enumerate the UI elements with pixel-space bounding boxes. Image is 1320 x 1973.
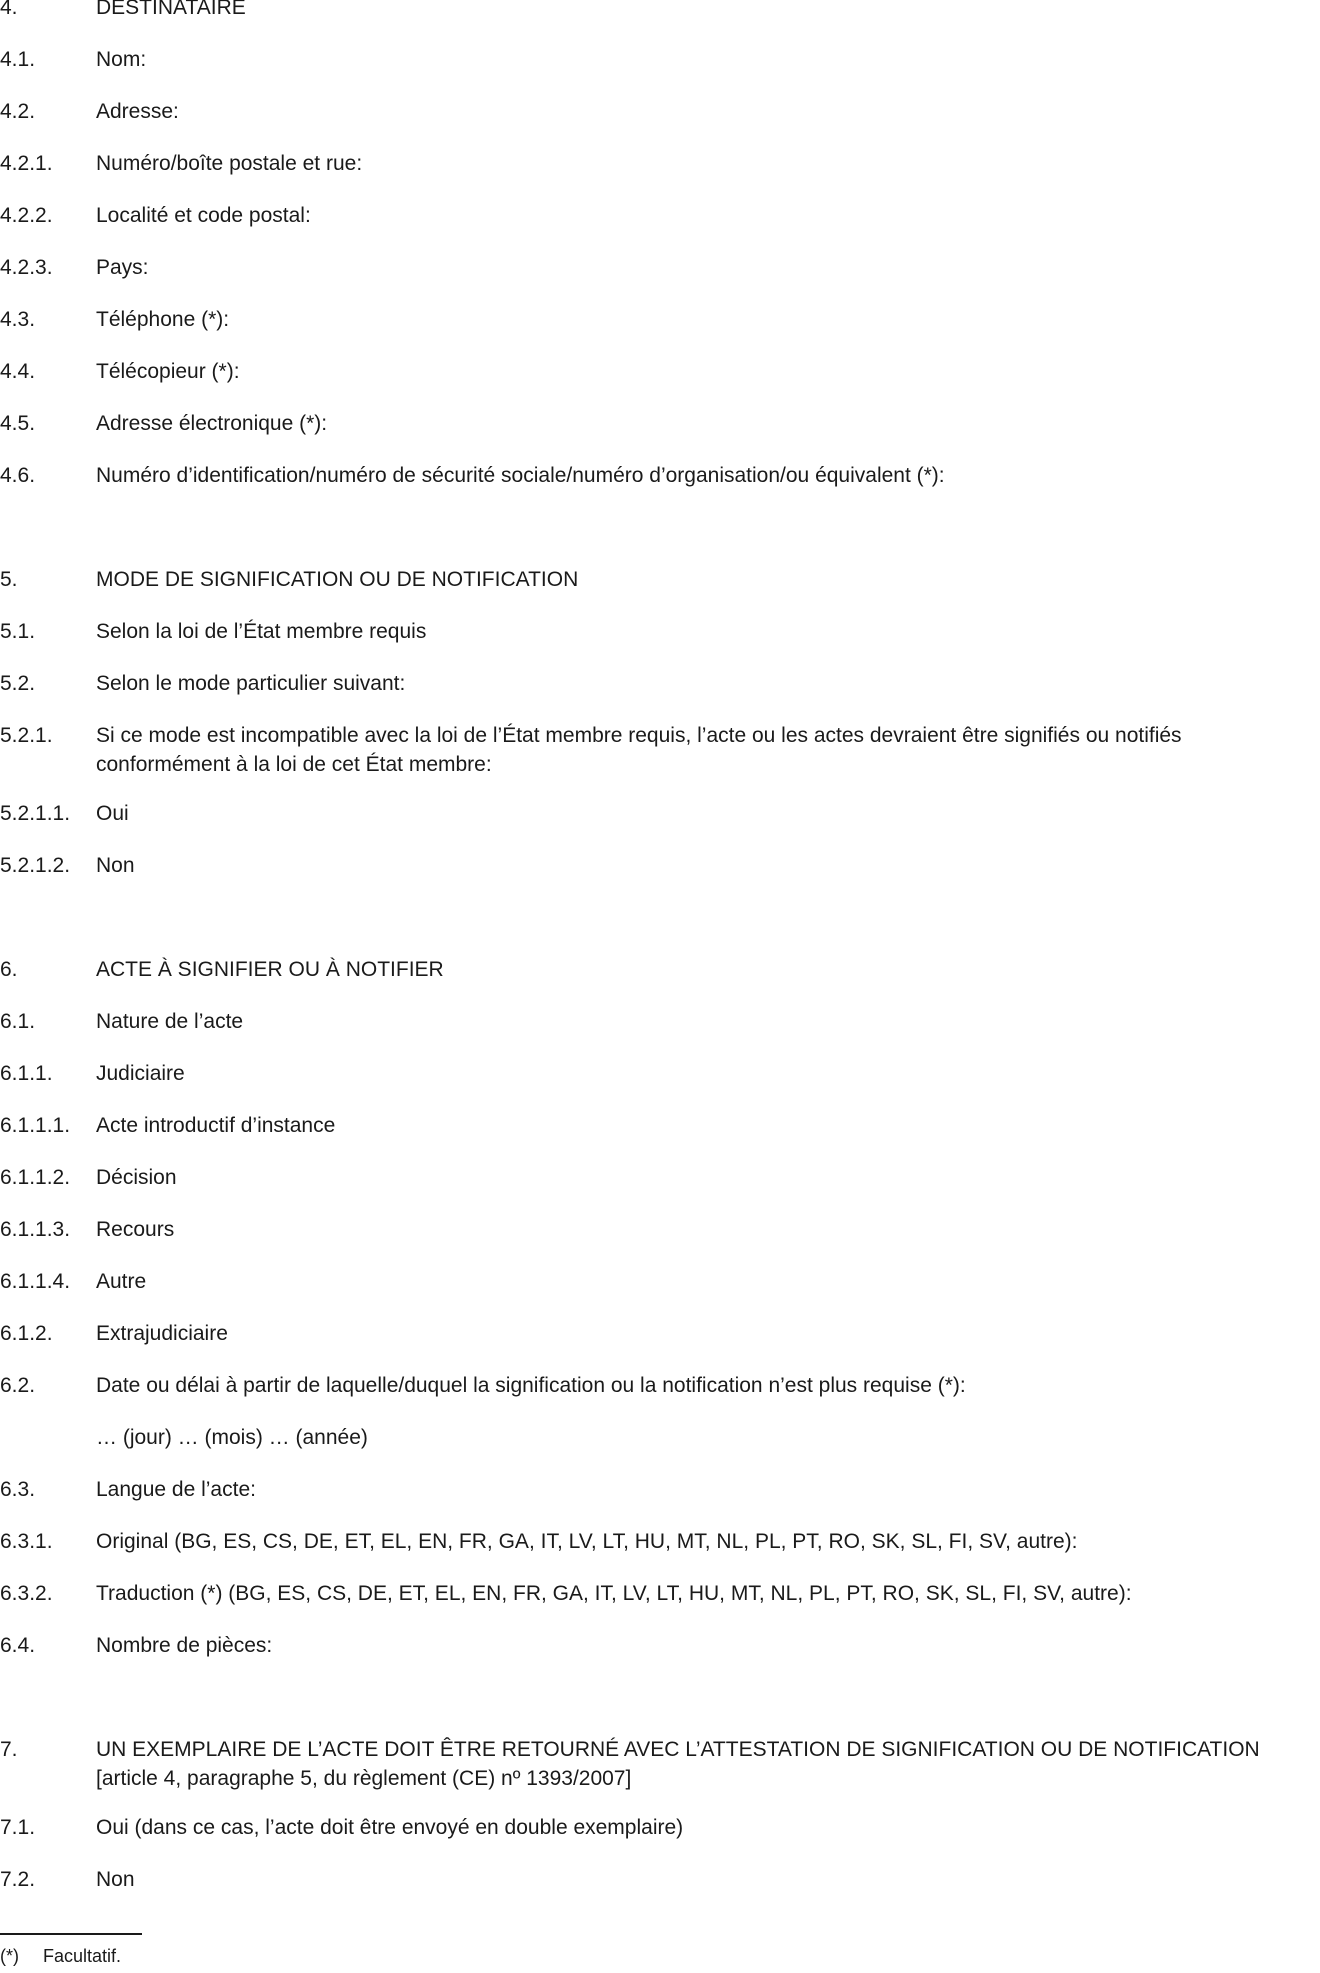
section-number: 5.1.: [0, 620, 36, 643]
section-number: 5.: [0, 568, 18, 591]
section-line: [0, 1475, 1320, 1504]
section-text: Numéro d’identification/numéro de sécurité sociale/numéro d’organisation/ou équivalent (*):: [96, 464, 945, 487]
section-number: 4.2.1.: [0, 152, 53, 175]
section-number: 6.2.: [0, 1374, 36, 1397]
section-line: [0, 1319, 1320, 1348]
section-text: Pays:: [96, 256, 149, 279]
section-line: [0, 955, 1320, 984]
section-line: [0, 1631, 1320, 1660]
section-text: Autre: [96, 1270, 147, 1293]
section-text: Téléphone (*):: [96, 308, 230, 331]
section-number: 4.2.: [0, 100, 36, 123]
section-line: [0, 1215, 1320, 1244]
section-text: Non: [96, 1868, 135, 1891]
section-number: 6.3.2.: [0, 1582, 53, 1605]
section-number: 5.2.1.: [0, 724, 53, 747]
section-number: 4.1.: [0, 48, 36, 71]
section-text: Recours: [96, 1218, 175, 1241]
section-number: 6.3.1.: [0, 1530, 53, 1553]
section-line: [0, 1423, 1320, 1452]
section-line: [0, 1267, 1320, 1296]
section-text: Selon la loi de l’État membre requis: [96, 620, 427, 643]
section-number: 6.1.1.1.: [0, 1114, 71, 1137]
section-number: 5.2.: [0, 672, 36, 695]
section-number: 5.2.1.2.: [0, 854, 71, 877]
section-number: 7.2.: [0, 1868, 36, 1891]
section-number: 4.: [0, 0, 18, 19]
section-text: Date ou délai à partir de laquelle/duquel la signification ou la notification n’est plus requise (*):: [96, 1374, 966, 1397]
section-text: Nom:: [96, 48, 147, 71]
section-text: Oui: [96, 802, 129, 825]
section-line: [0, 1007, 1320, 1036]
section-number: 6.1.1.: [0, 1062, 53, 1085]
section-line: [0, 461, 1320, 490]
section-number: 4.4.: [0, 360, 36, 383]
section-line: [0, 851, 1320, 880]
section-line: [0, 45, 1320, 74]
section-line: [0, 1111, 1320, 1140]
section-text: Adresse:: [96, 100, 179, 123]
section-line: [0, 1059, 1320, 1088]
section-number: 4.2.2.: [0, 204, 53, 227]
section-text: Si ce mode est incompatible avec la loi de l’État membre requis, l’acte ou les actes devraient être signifiés ou notifiés conformément à la loi de cet État membre:: [96, 724, 1182, 776]
section-line: [0, 97, 1320, 126]
section-line: [0, 1865, 1320, 1894]
section-line: [0, 799, 1320, 828]
section-text: ACTE À SIGNIFIER OU À NOTIFIER: [96, 958, 444, 981]
section-line: [0, 0, 1320, 22]
section-line: [0, 305, 1320, 334]
section-text: Décision: [96, 1166, 177, 1189]
section-text: Original (BG, ES, CS, DE, ET, EL, EN, FR, GA, IT, LV, LT, HU, MT, NL, PL, PT, RO, SK, SL, FI, SV, autre):: [96, 1530, 1078, 1553]
section-number: 4.5.: [0, 412, 36, 435]
section-line: [0, 1163, 1320, 1192]
footnote-divider: [0, 1933, 142, 1935]
section-text: DESTINATAIRE: [96, 0, 246, 19]
section-number: 6.: [0, 958, 18, 981]
section-line: [0, 669, 1320, 698]
section-text: Adresse électronique (*):: [96, 412, 328, 435]
section-line: [0, 253, 1320, 282]
section-text: UN EXEMPLAIRE DE L’ACTE DOIT ÊTRE RETOURNÉ AVEC L’ATTESTATION DE SIGNIFICATION OU DE NOTIFICATION [article 4, paragraphe 5, du règlement (CE) nº 1393/2007]: [96, 1738, 1260, 1790]
section-line: [0, 1371, 1320, 1400]
section-line: [0, 357, 1320, 386]
section-text: Selon le mode particulier suivant:: [96, 672, 406, 695]
section-number: 7.1.: [0, 1816, 36, 1839]
section-text: Acte introductif d’instance: [96, 1114, 336, 1137]
footnote-text: Facultatif.: [43, 1946, 122, 1966]
section-number: 6.4.: [0, 1634, 36, 1657]
section-text: Nombre de pièces:: [96, 1634, 273, 1657]
section-line: [0, 1735, 1320, 1793]
section-text: … (jour) … (mois) … (année): [96, 1426, 368, 1449]
section-text: Extrajudiciaire: [96, 1322, 228, 1345]
section-text: MODE DE SIGNIFICATION OU DE NOTIFICATION: [96, 568, 579, 591]
section-text: Non: [96, 854, 135, 877]
section-line: [0, 409, 1320, 438]
section-number: 4.3.: [0, 308, 36, 331]
section-text: Numéro/boîte postale et rue:: [96, 152, 363, 175]
section-number: 6.1.1.2.: [0, 1166, 71, 1189]
section-number: 4.2.3.: [0, 256, 53, 279]
section-text: Télécopieur (*):: [96, 360, 240, 383]
section-text: Langue de l’acte:: [96, 1478, 256, 1501]
section-number: 7.: [0, 1738, 18, 1761]
section-line: [0, 1579, 1320, 1608]
footnote: [0, 1944, 121, 1968]
section-line: [0, 617, 1320, 646]
section-number: 6.1.1.4.: [0, 1270, 71, 1293]
section-line: [0, 1527, 1320, 1556]
section-text: Nature de l’acte: [96, 1010, 244, 1033]
section-line: [0, 565, 1320, 594]
section-number: 6.1.2.: [0, 1322, 53, 1345]
section-line: [0, 1813, 1320, 1842]
section-line: [0, 149, 1320, 178]
section-number: [0, 1423, 96, 1452]
section-number: 6.1.: [0, 1010, 36, 1033]
footnote-mark: (*): [0, 1946, 19, 1966]
section-number: 4.6.: [0, 464, 36, 487]
section-number: 6.1.1.3.: [0, 1218, 71, 1241]
section-text: Oui (dans ce cas, l’acte doit être envoyé en double exemplaire): [96, 1816, 684, 1839]
section-text: Localité et code postal:: [96, 204, 311, 227]
section-number: 6.3.: [0, 1478, 36, 1501]
section-text: Judiciaire: [96, 1062, 185, 1085]
section-number: 5.2.1.1.: [0, 802, 71, 825]
section-line: [0, 201, 1320, 230]
section-text: Traduction (*) (BG, ES, CS, DE, ET, EL, EN, FR, GA, IT, LV, LT, HU, MT, NL, PL, PT, RO, SK, SL, FI, SV, autre):: [96, 1582, 1132, 1605]
section-line: [0, 721, 1320, 779]
